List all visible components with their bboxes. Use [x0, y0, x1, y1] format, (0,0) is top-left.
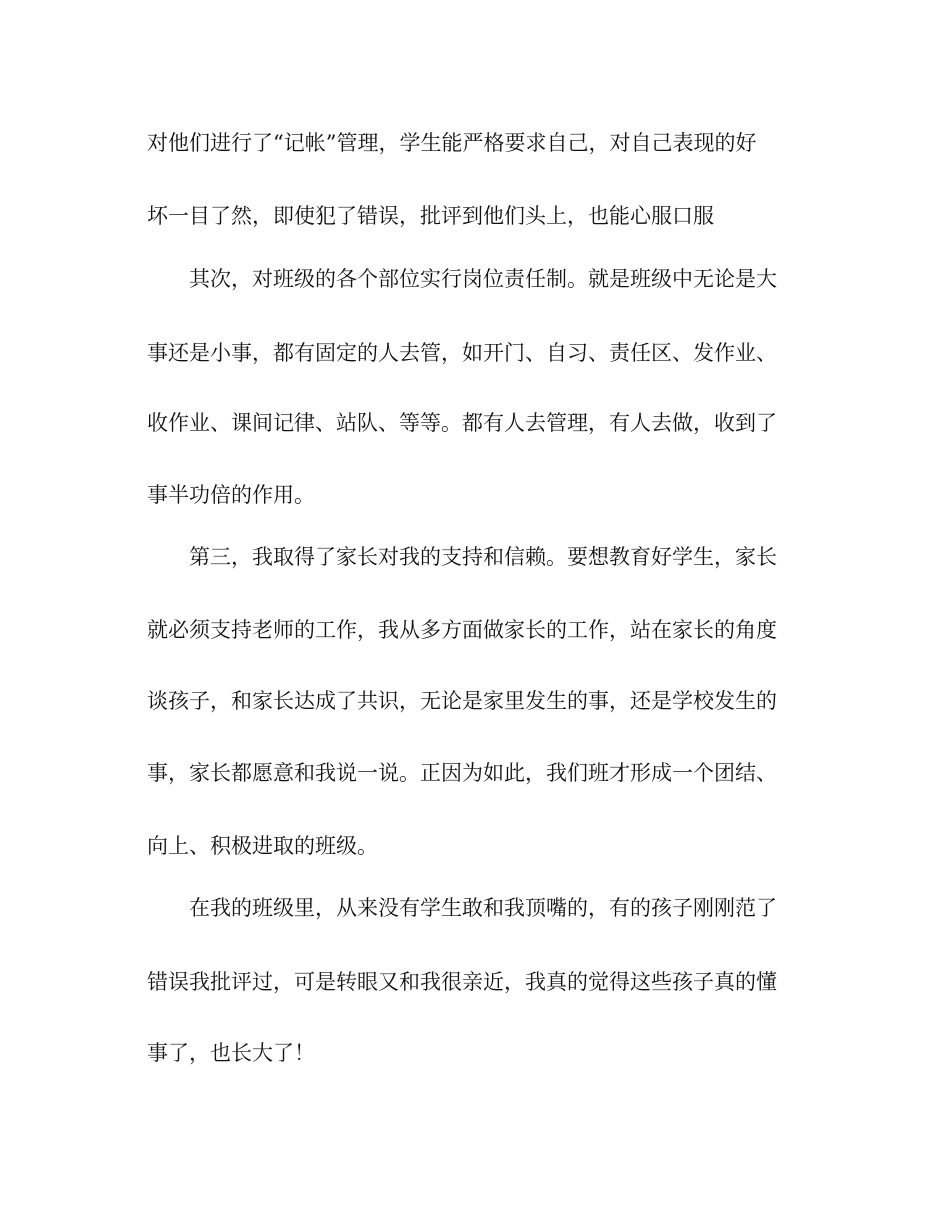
text-line: 事半功倍的作用。: [147, 483, 315, 507]
text-line: 对他们进行了“记帐”管理，学生能严格要求自己，对自己表现的好: [147, 131, 757, 155]
text-line: 向上、积极进取的班级。: [147, 834, 378, 858]
paragraph-start-line: 在我的班级里，从来没有学生敢和我顶嘴的，有的孩子刚刚范了: [189, 896, 777, 920]
text-line: 事还是小事，都有固定的人去管，如开门、自习、责任区、发作业、: [147, 341, 777, 365]
paragraph-start-line: 其次，对班级的各个部位实行岗位责任制。就是班级中无论是大: [189, 267, 777, 291]
text-line: 错误我批评过，可是转眼又和我很亲近，我真的觉得这些孩子真的懂: [147, 970, 777, 994]
text-line: 事了，也长大了！: [147, 1041, 315, 1065]
text-line: 谈孩子，和家长达成了共识，无论是家里发生的事，还是学校发生的: [147, 689, 777, 713]
text-line: 收作业、课间记律、站队、等等。都有人去管理，有人去做，收到了: [147, 411, 777, 435]
paragraph-start-line: 第三，我取得了家长对我的支持和信赖。要想教育好学生，家长: [189, 545, 777, 569]
text-line: 事，家长都愿意和我说一说。正因为如此，我们班才形成一个团结、: [147, 761, 777, 785]
text-line: 坏一目了然，即使犯了错误，批评到他们头上，也能心服口服: [147, 204, 714, 228]
text-line: 就必须支持老师的工作，我从多方面做家长的工作，站在家长的角度: [147, 618, 777, 642]
